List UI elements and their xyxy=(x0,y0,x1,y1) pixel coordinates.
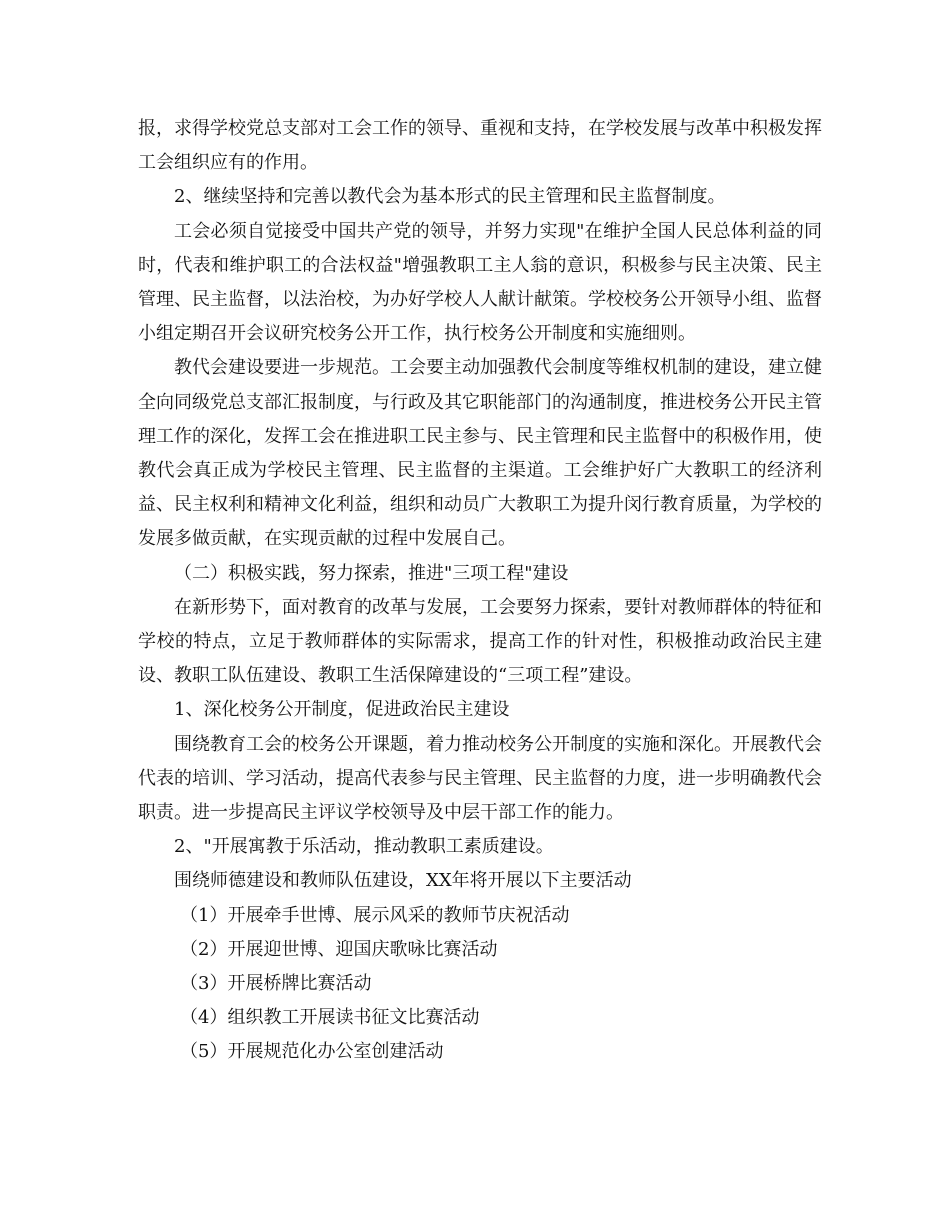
paragraph-union-leadership: 工会必须自觉接受中国共产党的领导，并努力实现"在维护全国人民总体利益的同时，代表和维护职工的合法权益"增强教职工主人翁的意识，积极参与民主决策、民主管理、民主监督，以法治校，为办好学校人人献计献策。学校校务公开领导小组、监督小组定期召开会议研究校务公开工作，执行校务公开制度和实施细则。 xyxy=(138,220,822,345)
paragraph-new-situation: 在新形势下，面对教育的改革与发展，工会要努力探索，要针对教师群体的特征和学校的特点，立足于教师群体的实际需求，提高工作的针对性，积极推动政治民主建设、教职工队伍建设、教职工生活保障建设的“三项工程”建设。 xyxy=(138,596,822,687)
list-item: （1）开展牵手世博、展示风采的教师节庆祝活动 xyxy=(180,904,570,926)
section-heading-1: 1、深化校务公开制度，促进政治民主建设 xyxy=(174,699,510,721)
paragraph-school-affairs: 围绕教育工会的校务公开课题，着力推动校务公开制度的实施和深化。开展教代会代表的培训、学习活动，提高代表参与民主管理、民主监督的力度，进一步明确教代会职责。进一步提高民主评议学校领导及中层干部工作的能力。 xyxy=(138,733,822,824)
list-item: （5）开展规范化办公室创建活动 xyxy=(180,1041,444,1063)
list-item: （2）开展迎世博、迎国庆歌咏比赛活动 xyxy=(180,938,498,960)
paragraph-continuation: 报，求得学校党总支部对工会工作的领导、重视和支持，在学校发展与改革中积极发挥工会组织应有的作用。 xyxy=(138,118,822,174)
list-item: （4）组织教工开展读书征文比赛活动 xyxy=(180,1007,480,1029)
paragraph-activities-intro: 围绕师德建设和教师队伍建设，XX年将开展以下主要活动 xyxy=(174,870,632,892)
section-heading-2: 2、继续坚持和完善以教代会为基本形式的民主管理和民主监督制度。 xyxy=(174,186,726,208)
list-item: （3）开展桥牌比赛活动 xyxy=(180,973,372,995)
section-heading-2b: 2、"开展寓教于乐活动，推动教职工素质建设。 xyxy=(174,836,554,858)
section-heading-part-two: （二）积极实践，努力探索，推进"三项工程"建设 xyxy=(174,562,569,584)
activities-list xyxy=(138,899,822,1070)
paragraph-congress-construction: 教代会建设要进一步规范。工会要主动加强教代会制度等维权机制的建设，建立健全向同级党总支部汇报制度，与行政及其它职能部门的沟通制度，推进校务公开民主管理工作的深化，发挥工会在推进职工民主参与、民主管理和民主监督中的积极作用，使教代会真正成为学校民主管理、民主监督的主渠道。工会维护好广大教职工的经济利益、民主权利和精神文化利益，组织和动员广大教职工为提升闵行教育质量，为学校的发展多做贡献，在实现贡献的过程中发展自己。 xyxy=(138,357,822,550)
document-body xyxy=(138,112,822,1070)
